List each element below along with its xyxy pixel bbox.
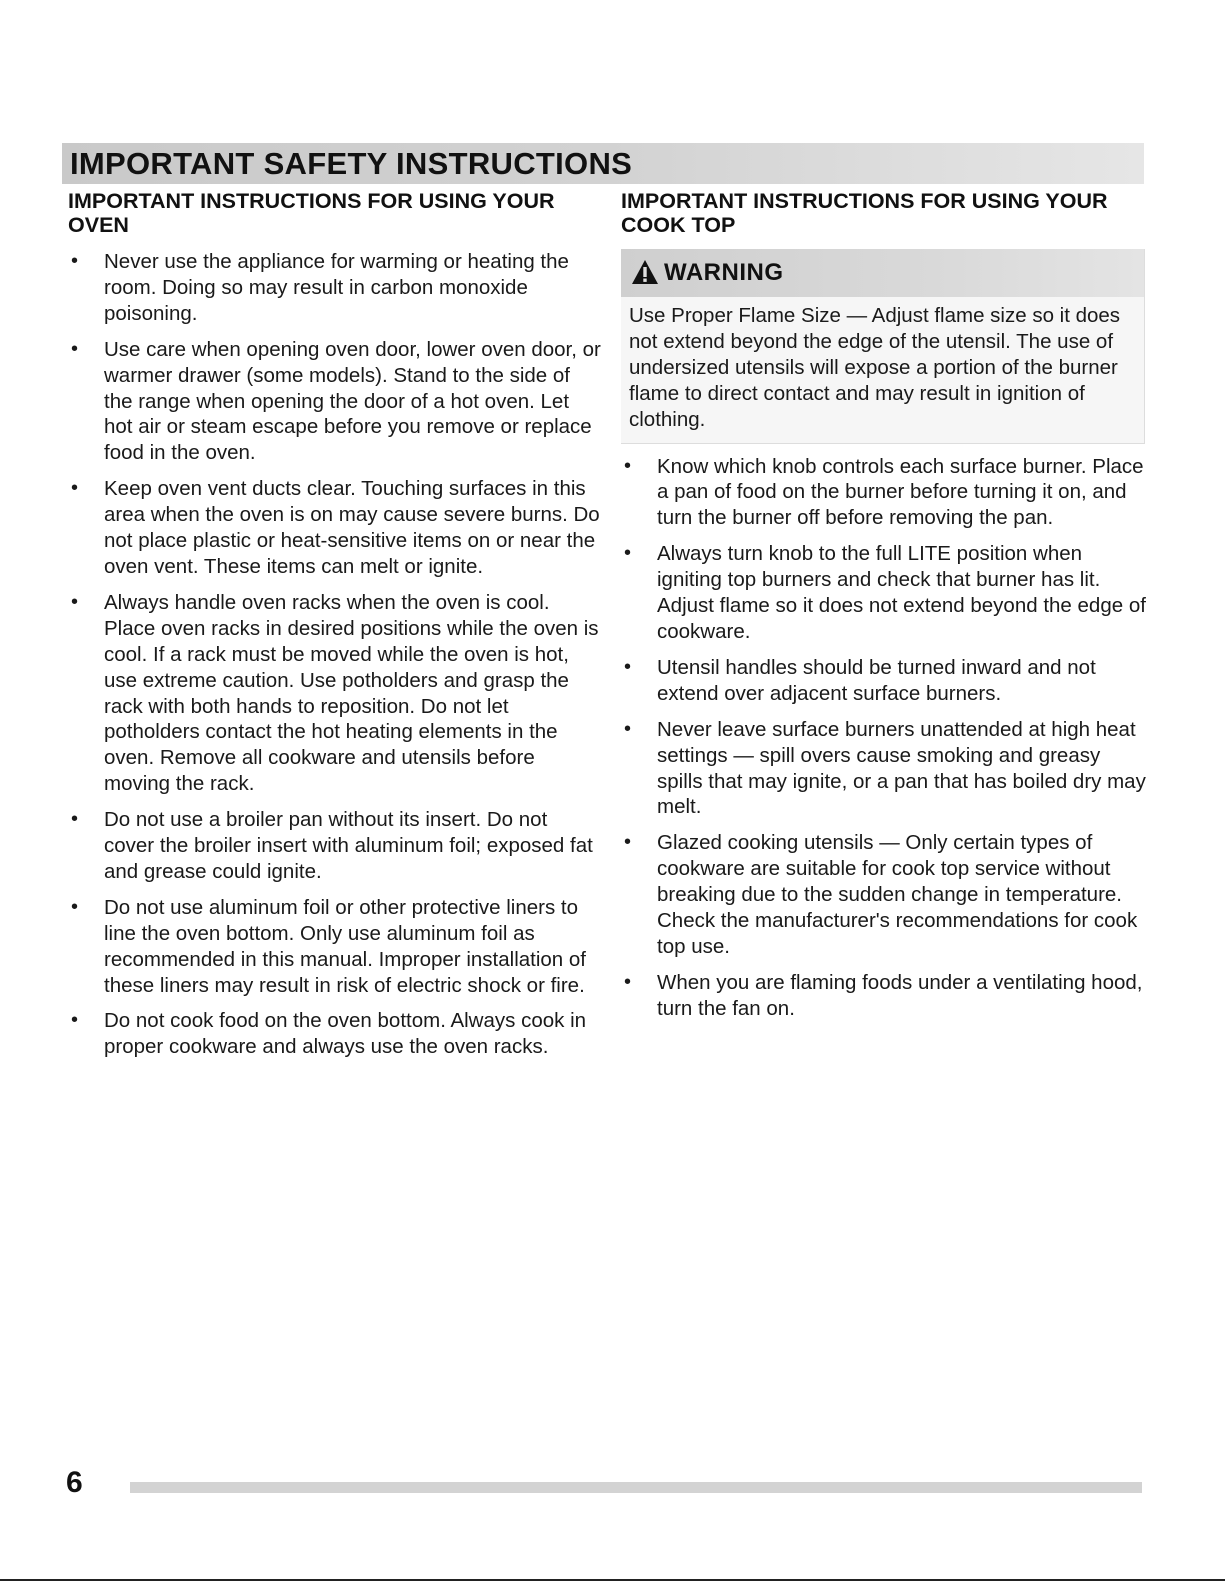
list-item: [621, 454, 1151, 532]
page-number: 6: [66, 1466, 83, 1499]
oven-instructions-column: [68, 189, 603, 1070]
footer-bar: [130, 1482, 1142, 1493]
cooktop-instruction-list: [621, 454, 1151, 1022]
cooktop-instructions-column: [621, 189, 1151, 1032]
list-item-text: Utensil handles should be turned inward and not extend over adjacent surface burners.: [657, 655, 1096, 705]
oven-instruction-list: [68, 249, 603, 1060]
oven-heading-line1: IMPORTANT INSTRUCTIONS FOR USING YOUR: [68, 189, 555, 213]
bullet-icon: •: [624, 542, 632, 565]
bullet-icon: •: [71, 590, 79, 613]
list-item-text: Do not use a broiler pan without its insert. Do not cover the broiler insert with aluminum foil; exposed fat and grease could ignite.: [104, 808, 593, 883]
bullet-icon: •: [624, 717, 632, 740]
list-item: [68, 337, 603, 467]
list-item: [621, 717, 1151, 821]
warning-box: [621, 249, 1145, 444]
list-item: [621, 830, 1151, 960]
bullet-icon: •: [71, 477, 79, 500]
bullet-icon: •: [71, 808, 79, 831]
bullet-icon: •: [71, 250, 79, 272]
list-item: [68, 590, 603, 797]
list-item-text: Keep oven vent ducts clear. Touching surfaces in this area when the oven is on may cause severe burns. Do not place plastic or heat-sensitive items on or near the oven vent. These items can melt or ignite.: [104, 477, 600, 578]
list-item-text: Glazed cooking utensils — Only certain types of cookware are suitable for cook top service without breaking due to the sudden change in temperature. Check the manufacturer's recommendations for cook top use.: [657, 831, 1138, 958]
oven-heading-line2: OVEN: [68, 213, 129, 237]
bullet-icon: •: [71, 895, 79, 918]
bullet-icon: •: [71, 337, 79, 360]
list-item-text: Do not use aluminum foil or other protective liners to line the oven bottom. Only use aluminum foil as recommended in this manual. Improper installation of these liners may result in risk of electric shock or fire.: [104, 895, 586, 997]
list-item-text: Know which knob controls each surface burner. Place a pan of food on the burner before turning it on, and turn the burner off before removing the pan.: [657, 454, 1144, 530]
list-item-text: Never leave surface burners unattended at high heat settings — spill overs cause smoking and greasy spills that may ignite, or a pan that has boiled dry may melt.: [657, 717, 1146, 819]
list-item-text: When you are flaming foods under a ventilating hood, turn the fan on.: [657, 970, 1143, 1020]
section-banner: [62, 143, 1144, 184]
page-bottom-rule: [0, 1579, 1225, 1581]
list-item: [68, 807, 603, 885]
banner-title: IMPORTANT SAFETY INSTRUCTIONS: [70, 146, 633, 181]
list-item: [68, 1008, 603, 1060]
warning-triangle-icon: [631, 259, 659, 285]
cooktop-heading-line2: COOK TOP: [621, 213, 736, 237]
warning-text: Use Proper Flame Size — Adjust flame size so it does not extend beyond the edge of the utensil. The use of undersized utensils will expose a portion of the burner flame to direct contact and may result in ignition of clothing.: [629, 304, 1121, 431]
cooktop-heading: [621, 189, 1151, 237]
warning-header: [621, 249, 1144, 297]
list-item: [68, 476, 603, 580]
list-item-text: Use care when opening oven door, lower oven door, or warmer drawer (some models). Stand to the side of the range when opening the door of a hot oven. Let hot air or steam escape before you remove or replace food in the oven.: [104, 337, 601, 465]
list-item-text: Always handle oven racks when the oven is cool. Place oven racks in desired positions while the oven is cool. If a rack must be moved while the oven is hot, use extreme caution. Use potholders and grasp the rack with both hands to reposition. Do not let potholders contact the hot heating elements in the oven. Remove all cookware and utensils before moving the rack.: [104, 590, 599, 796]
list-item: [621, 970, 1151, 1022]
bullet-icon: •: [624, 831, 632, 854]
oven-heading: [68, 189, 603, 237]
bullet-icon: •: [71, 1009, 79, 1032]
list-item: [68, 895, 603, 999]
bullet-icon: •: [624, 970, 632, 993]
bullet-icon: •: [624, 655, 632, 678]
list-item-text: Never use the appliance for warming or heating the room. Doing so may result in carbon monoxide poisoning.: [104, 250, 569, 325]
warning-label: WARNING: [664, 259, 784, 286]
list-item: [621, 541, 1151, 645]
list-item-text: Always turn knob to the full LITE position when igniting top burners and check that burner has lit. Adjust flame so it does not extend beyond the edge of cookware.: [657, 542, 1146, 643]
list-item: [68, 249, 603, 327]
list-item: [621, 655, 1151, 707]
cooktop-heading-line1: IMPORTANT INSTRUCTIONS FOR USING YOUR: [621, 189, 1108, 213]
bullet-icon: •: [624, 454, 632, 477]
list-item-text: Do not cook food on the oven bottom. Always cook in proper cookware and always use the oven racks.: [104, 1009, 587, 1059]
